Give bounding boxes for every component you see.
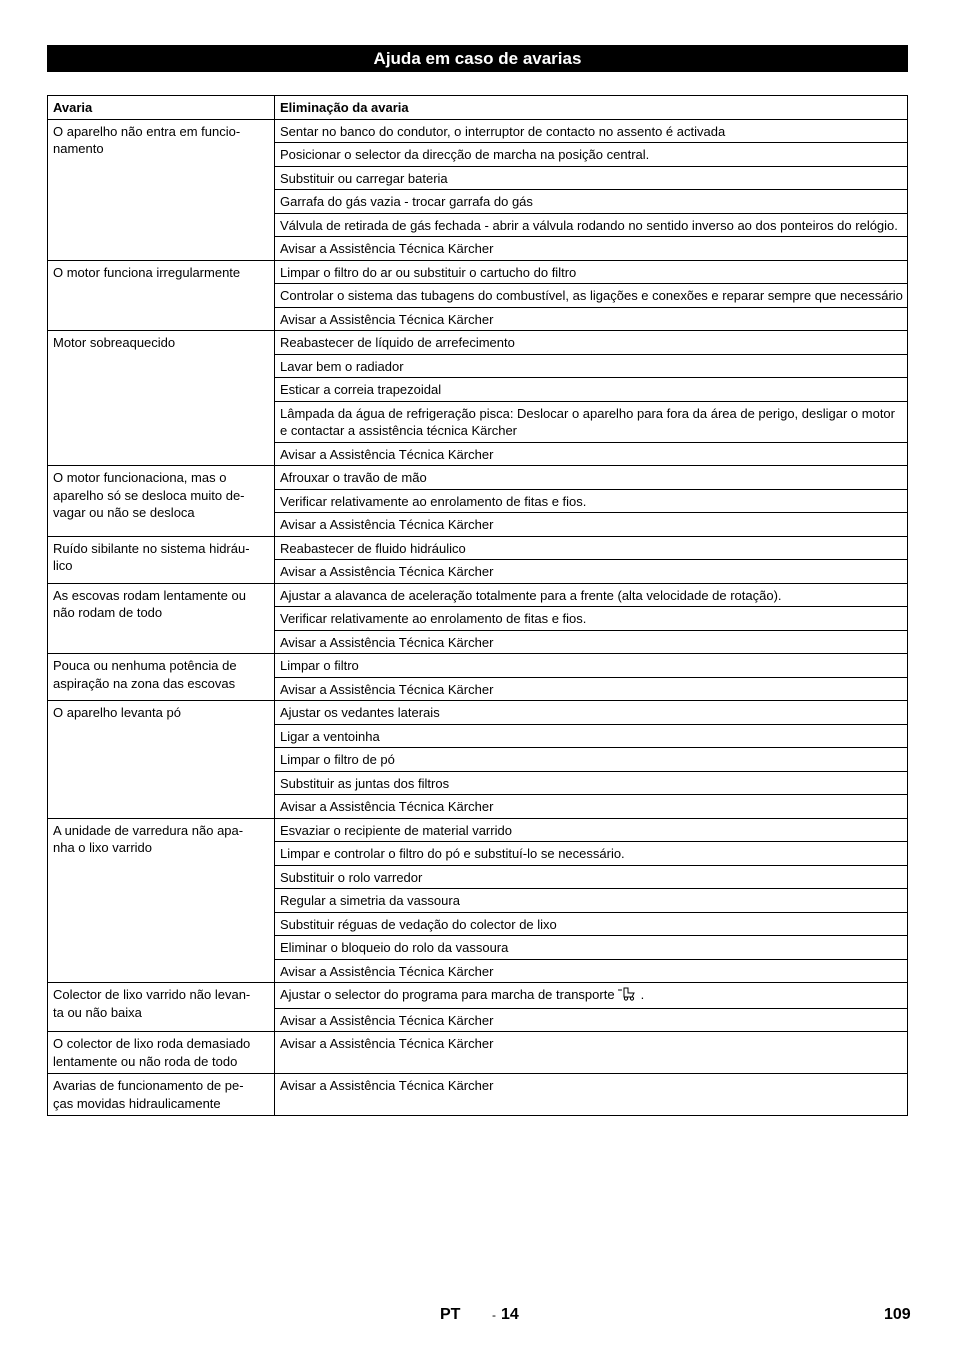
table-row xyxy=(48,1032,908,1074)
footer-document-page: 109 xyxy=(884,1306,911,1323)
remedy-text: Ajustar os vedantes laterais xyxy=(280,705,440,720)
remedy-text: Eliminar o bloqueio do rolo da vassoura xyxy=(280,940,509,955)
fault-cell: Ruído sibilante no sistema hidráu- lico xyxy=(48,536,275,583)
table-row xyxy=(48,1074,908,1116)
remedy-cell xyxy=(275,119,908,143)
table-row xyxy=(48,583,908,607)
remedy-cell xyxy=(275,1008,908,1032)
fault-cell: A unidade de varredura não apa- nha o lixo varrido xyxy=(48,818,275,983)
remedy-cell xyxy=(275,213,908,237)
remedy-cell xyxy=(275,260,908,284)
footer-page-number: 14 xyxy=(501,1306,519,1323)
table-body xyxy=(48,119,908,1116)
table-row xyxy=(48,818,908,842)
remedy-text: Posicionar o selector da direcção de marcha na posição central. xyxy=(280,147,650,162)
remedy-cell xyxy=(275,607,908,631)
remedy-text: Substituir réguas de vedação do colector de lixo xyxy=(280,916,557,932)
remedy-cell xyxy=(275,630,908,654)
remedy-text: Avisar a Assistência Técnica Kärcher xyxy=(280,963,494,979)
troubleshooting-table xyxy=(47,95,908,1116)
remedy-text: Avisar a Assistência Técnica Kärcher xyxy=(280,1012,494,1028)
remedy-text: Avisar a Assistência Técnica Kärcher xyxy=(280,446,494,462)
remedy-cell xyxy=(275,818,908,842)
fault-cell: O aparelho não entra em funcio- namento xyxy=(48,119,275,260)
remedy-cell xyxy=(275,936,908,960)
remedy-cell xyxy=(275,442,908,466)
remedy-cell xyxy=(275,654,908,678)
remedy-cell xyxy=(275,677,908,701)
table-row xyxy=(48,536,908,560)
remedy-text: Verificar relativamente ao enrolamento de fitas e fios. xyxy=(280,611,587,626)
fault-cell: O aparelho levanta pó xyxy=(48,701,275,819)
remedy-text: Substituir ou carregar bateria xyxy=(280,170,448,186)
remedy-text: Avisar a Assistência Técnica Kärcher xyxy=(280,634,494,650)
remedy-cell xyxy=(275,724,908,748)
remedy-cell xyxy=(275,560,908,584)
transport-mode-icon xyxy=(617,987,639,1006)
fault-cell: O motor funciona irregularmente xyxy=(48,260,275,331)
remedy-cell xyxy=(275,237,908,261)
remedy-text: Limpar o filtro xyxy=(280,658,359,673)
remedy-text: Lavar bem o radiador xyxy=(280,358,404,374)
remedy-text: Sentar no banco do condutor, o interruptor de contacto no assento é activada xyxy=(280,123,726,139)
remedy-cell xyxy=(275,583,908,607)
fault-cell: Colector de lixo varrido não levan- ta ou não baixa xyxy=(48,983,275,1032)
remedy-cell xyxy=(275,331,908,355)
remedy-cell xyxy=(275,771,908,795)
table-row xyxy=(48,331,908,355)
remedy-text: Avisar a Assistência Técnica Kärcher xyxy=(280,799,494,814)
table-row xyxy=(48,654,908,678)
remedy-text: Regular a simetria da vassoura xyxy=(280,893,460,908)
remedy-cell xyxy=(275,795,908,819)
remedy-text: Avisar a Assistência Técnica Kärcher xyxy=(280,1078,494,1093)
remedy-cell xyxy=(275,466,908,490)
remedy-cell xyxy=(275,701,908,725)
remedy-text: Ajustar a alavanca de aceleração totalmente para a frente (alta velocidade de rotação). xyxy=(280,587,782,603)
remedy-text: Avisar a Assistência Técnica Kärcher xyxy=(280,1036,494,1051)
remedy-text-suffix: . xyxy=(640,987,645,1002)
column-header-fault: Avaria xyxy=(48,96,275,120)
fault-cell: As escovas rodam lentamente ou não rodam de todo xyxy=(48,583,275,654)
footer-section-page xyxy=(492,1306,519,1324)
remedy-cell xyxy=(275,307,908,331)
remedy-text: Controlar o sistema das tubagens do combustível, as ligações e conexões e reparar sempre que necessário xyxy=(280,288,903,303)
remedy-text: Substituir as juntas dos filtros xyxy=(280,775,450,791)
remedy-text: Avisar a Assistência Técnica Kärcher xyxy=(280,241,494,256)
table-row xyxy=(48,466,908,490)
remedy-cell xyxy=(275,284,908,308)
table-header-row xyxy=(48,96,908,120)
remedy-text: Reabastecer de líquido de arrefecimento xyxy=(280,335,515,350)
table-row xyxy=(48,983,908,1009)
remedy-cell xyxy=(275,190,908,214)
footer-language: PT xyxy=(440,1306,461,1323)
section-title: Ajuda em caso de avarias xyxy=(47,45,908,72)
remedy-text: Limpar o filtro de pó xyxy=(280,752,395,767)
remedy-cell xyxy=(275,912,908,936)
remedy-text: Esticar a correia trapezoidal xyxy=(280,382,442,397)
remedy-cell xyxy=(275,166,908,190)
fault-cell: O colector de lixo roda demasiado lentamente ou não roda de todo xyxy=(48,1032,275,1074)
table-row xyxy=(48,119,908,143)
remedy-text: Avisar a Assistência Técnica Kärcher xyxy=(280,517,494,532)
remedy-cell xyxy=(275,748,908,772)
remedy-cell xyxy=(275,143,908,167)
fault-cell: O motor funcionaciona, mas o aparelho só se desloca muito de- vagar ou não se desloca xyxy=(48,466,275,537)
remedy-text: Verificar relativamente ao enrolamento de fitas e fios. xyxy=(280,493,587,509)
fault-cell: Motor sobreaquecido xyxy=(48,331,275,466)
remedy-cell xyxy=(275,536,908,560)
remedy-cell xyxy=(275,1032,908,1074)
remedy-text: Esvaziar o recipiente de material varrido xyxy=(280,822,512,838)
remedy-text: Avisar a Assistência Técnica Kärcher xyxy=(280,681,494,697)
remedy-cell xyxy=(275,1074,908,1116)
column-header-remedy: Eliminação da avaria xyxy=(275,96,908,120)
remedy-text: Avisar a Assistência Técnica Kärcher xyxy=(280,311,494,327)
remedy-text: Garrafa do gás vazia - trocar garrafa do gás xyxy=(280,194,533,209)
remedy-cell xyxy=(275,889,908,913)
remedy-text: Limpar o filtro do ar ou substituir o cartucho do filtro xyxy=(280,264,577,280)
remedy-text: Válvula de retirada de gás fechada - abrir a válvula rodando no sentido inverso ao dos ponteiros do relógio. xyxy=(280,217,898,233)
remedy-text: Lâmpada da água de refrigeração pisca: Deslocar o aparelho para fora da área de perigo, desligar o motor e contactar a assistência técnica Kärcher xyxy=(280,405,895,438)
remedy-text: Avisar a Assistência Técnica Kärcher xyxy=(280,564,494,579)
remedy-cell xyxy=(275,865,908,889)
remedy-cell xyxy=(275,378,908,402)
remedy-cell xyxy=(275,983,908,1009)
fault-cell: Avarias de funcionamento de pe- ças movidas hidraulicamente xyxy=(48,1074,275,1116)
remedy-cell xyxy=(275,489,908,513)
remedy-cell xyxy=(275,354,908,378)
remedy-text: Ajustar o selector do programa para marcha de transporte xyxy=(280,987,615,1002)
remedy-cell xyxy=(275,513,908,537)
remedy-text: Substituir o rolo varredor xyxy=(280,869,423,885)
remedy-text: Limpar e controlar o filtro do pó e substituí-lo se necessário. xyxy=(280,846,625,861)
table-row xyxy=(48,260,908,284)
remedy-text: Afrouxar o travão de mão xyxy=(280,470,427,485)
remedy-text: Reabastecer de fluido hidráulico xyxy=(280,540,466,556)
remedy-text: Ligar a ventoinha xyxy=(280,728,380,744)
remedy-cell xyxy=(275,401,908,442)
remedy-cell xyxy=(275,842,908,866)
fault-cell: Pouca ou nenhuma potência de aspiração na zona das escovas xyxy=(48,654,275,701)
table-row xyxy=(48,701,908,725)
footer-dash: - xyxy=(492,1308,496,1322)
remedy-cell xyxy=(275,959,908,983)
